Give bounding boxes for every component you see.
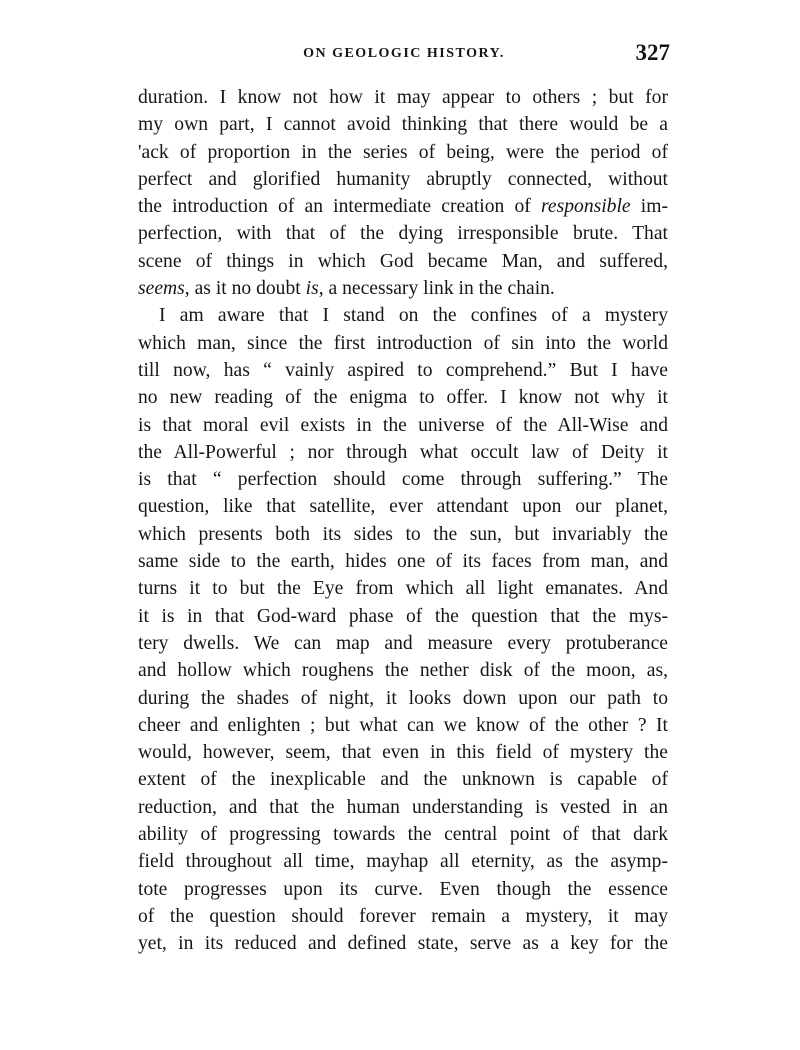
- text-line: I am aware that I stand on the confines of a mystery: [159, 305, 668, 327]
- text-line: which man, since the first introduction of sin into the world: [138, 332, 668, 354]
- page-number: 327: [635, 40, 670, 65]
- text-line: yet, in its reduced and defined state, serve as a key for the: [138, 933, 668, 955]
- text-line: my own part, I cannot avoid thinking that there would be a: [138, 114, 668, 136]
- text-line: would, however, seem, that even in this field of mystery the: [138, 742, 668, 764]
- text-line: it is in that God-ward phase of the question that the mys-: [138, 605, 668, 627]
- text-line: same side to the earth, hides one of its faces from man, and: [138, 551, 668, 573]
- italic-emphasis: seems: [138, 278, 185, 300]
- text-line: tery dwells. We can map and measure every protuberance: [138, 632, 668, 654]
- text-line: cheer and enlighten ; but what can we know of the other ? It: [138, 714, 668, 736]
- text-line: no new reading of the enigma to offer. I know not why it: [138, 387, 668, 409]
- text-line: reduction, and that the human understanding is vested in an: [138, 796, 668, 818]
- text-line: ability of progressing towards the central point of that dark: [138, 824, 668, 846]
- text-line: the introduction of an intermediate creation of responsible im-: [138, 196, 668, 218]
- text-line: 'ack of proportion in the series of being, were the period of: [138, 141, 668, 163]
- body-text: [138, 84, 668, 958]
- text-line: duration. I know not how it may appear to others ; but for: [138, 87, 668, 108]
- text-line: the All-Powerful ; nor through what occult law of Deity it: [138, 441, 668, 463]
- text-line: seems, as it no doubt is, a necessary link in the chain.: [138, 278, 555, 300]
- text-line: is that moral evil exists in the universe of the All-Wise and: [138, 414, 668, 436]
- text-line: perfect and glorified humanity abruptly connected, without: [138, 168, 668, 190]
- text-line: field throughout all time, mayhap all eternity, as the asymp-: [138, 851, 668, 873]
- text-line: and hollow which roughens the nether disk of the moon, as,: [138, 660, 668, 682]
- text-line: perfection, with that of the dying irresponsible brute. That: [138, 223, 668, 245]
- italic-emphasis: responsible: [541, 196, 631, 218]
- text-line: question, like that satellite, ever attendant upon our planet,: [138, 496, 668, 518]
- text-line: is that “ perfection should come through suffering.” The: [138, 469, 668, 491]
- running-head: [138, 40, 670, 70]
- text-line: during the shades of night, it looks down upon our path to: [138, 687, 668, 709]
- text-line: extent of the inexplicable and the unknown is capable of: [138, 769, 668, 791]
- text-line: tote progresses upon its curve. Even though the essence: [138, 878, 668, 900]
- running-title: ON GEOLOGIC HISTORY.: [303, 46, 505, 61]
- text-line: which presents both its sides to the sun, but invariably the: [138, 523, 668, 545]
- text-line: turns it to but the Eye from which all light emanates. And: [138, 578, 668, 600]
- text-line: till now, has “ vainly aspired to comprehend.” But I have: [138, 359, 668, 381]
- italic-emphasis: is: [305, 278, 319, 300]
- text-line: scene of things in which God became Man, and suffered,: [138, 250, 668, 272]
- text-line: of the question should forever remain a mystery, it may: [138, 905, 668, 927]
